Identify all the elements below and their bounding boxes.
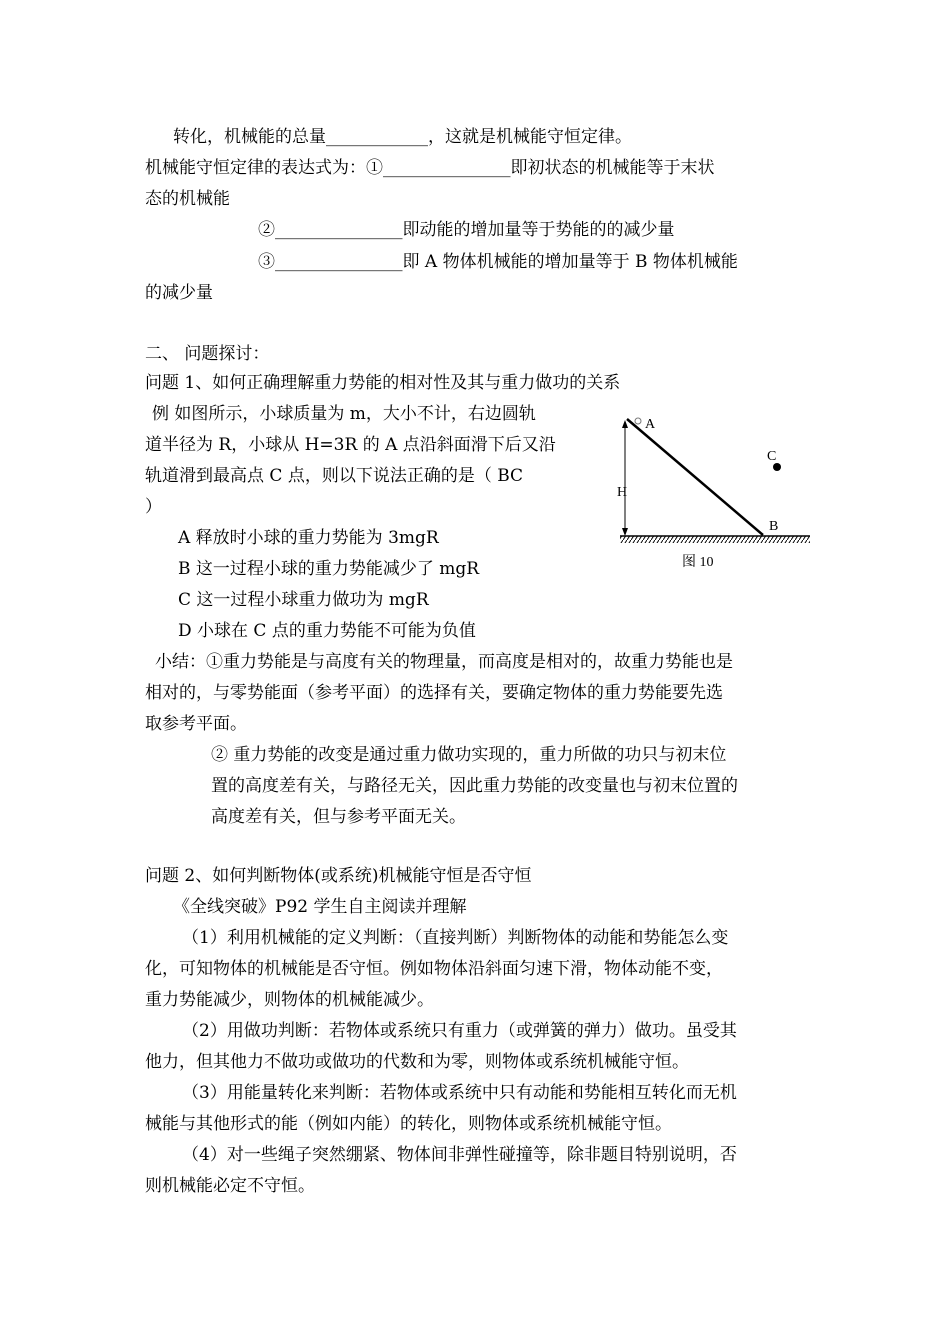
q2-p1-line-3: 重力势能减少，则物体的机械能减少。 bbox=[145, 990, 434, 1010]
summary-line-6: 高度差有关，但与参考平面无关。 bbox=[211, 807, 466, 827]
summary-line-4: ② 重力势能的改变是通过重力做功实现的，重力所做的功只与初末位 bbox=[211, 745, 727, 765]
example-line-1: 例 如图所示，小球质量为 m，大小不计，右边圆轨 bbox=[152, 404, 536, 424]
example-line-3: 轨道滑到最高点 C 点，则以下说法正确的是（ BC bbox=[145, 466, 524, 486]
intro-line-5: ③_______________即 A 物体机械能的增加量等于 B 物体机械能 bbox=[258, 252, 738, 272]
label-b: B bbox=[769, 519, 779, 534]
q2-p4-line-1: （4）对一些绳子突然绷紧、物体间非弹性碰撞等，除非题目特别说明，否 bbox=[182, 1145, 737, 1165]
q2-reference: 《全线突破》P92 学生自主阅读并理解 bbox=[173, 897, 467, 917]
section-heading: 二、 问题探讨： bbox=[145, 344, 270, 364]
option-d: D 小球在 C 点的重力势能不可能为负值 bbox=[178, 621, 476, 641]
q1-title: 问题 1、如何正确理解重力势能的相对性及其与重力做功的关系 bbox=[145, 373, 621, 393]
incline-line bbox=[627, 419, 763, 535]
option-b: B 这一过程小球的重力势能减少了 mgR bbox=[178, 559, 480, 579]
intro-line-3: 态的机械能 bbox=[145, 189, 230, 209]
intro-line-4: ②_______________即动能的增加量等于势能的的减少量 bbox=[258, 220, 675, 240]
q2-p1-line-2: 化，可知物体的机械能是否守恒。例如物体沿斜面匀速下滑，物体动能不变， bbox=[145, 959, 723, 979]
summary-line-5: 置的高度差有关，与路径无关，因此重力势能的改变量也与初末位置的 bbox=[211, 776, 738, 796]
example-line-4: ） bbox=[145, 497, 162, 517]
q2-p3-line-1: （3）用能量转化来判断：若物体或系统中只有动能和势能相互转化而无机 bbox=[182, 1083, 737, 1103]
option-a: A 释放时小球的重力势能为 3mgR bbox=[178, 528, 439, 548]
incline-figure bbox=[615, 408, 815, 578]
label-a: A bbox=[645, 417, 656, 432]
summary-line-1: 小结：①重力势能是与高度有关的物理量，而高度是相对的，故重力势能也是 bbox=[155, 652, 733, 672]
point-c bbox=[773, 463, 781, 471]
example-line-2: 道半径为 R，小球从 H=3R 的 A 点沿斜面滑下后又沿 bbox=[145, 435, 556, 455]
option-c: C 这一过程小球重力做功为 mgR bbox=[178, 590, 429, 610]
ball-a bbox=[635, 418, 641, 424]
figure-caption: 图 10 bbox=[682, 555, 714, 570]
intro-line-1: 转化，机械能的总量____________，这就是机械能守恒定律。 bbox=[173, 127, 632, 147]
q2-p2-line-1: （2）用做功判断：若物体或系统只有重力（或弹簧的弹力）做功。虽受其 bbox=[182, 1021, 737, 1041]
summary-line-2: 相对的，与零势能面（参考平面）的选择有关，要确定物体的重力势能要先选 bbox=[145, 683, 723, 703]
q2-p4-line-2: 则机械能必定不守恒。 bbox=[145, 1176, 315, 1196]
q2-p1-line-1: （1）利用机械能的定义判断：（直接判断）判断物体的动能和势能怎么变 bbox=[182, 928, 729, 948]
intro-line-2: 机械能守恒定律的表达式为：①_______________即初状态的机械能等于末状 bbox=[145, 158, 715, 178]
height-arrow-bottom bbox=[622, 528, 628, 536]
q2-title: 问题 2、如何判断物体(或系统)机械能守恒是否守恒 bbox=[145, 866, 532, 886]
q2-p2-line-2: 他力，但其他力不做功或做功的代数和为零，则物体或系统机械能守恒。 bbox=[145, 1052, 689, 1072]
summary-line-3: 取参考平面。 bbox=[145, 714, 247, 734]
q2-p3-line-2: 械能与其他形式的能（例如内能）的转化，则物体或系统机械能守恒。 bbox=[145, 1114, 672, 1134]
label-h: H bbox=[617, 485, 628, 500]
height-arrow-top bbox=[622, 420, 628, 428]
label-c: C bbox=[767, 449, 777, 464]
ground-hatch bbox=[620, 536, 810, 543]
intro-line-6: 的减少量 bbox=[145, 283, 213, 303]
